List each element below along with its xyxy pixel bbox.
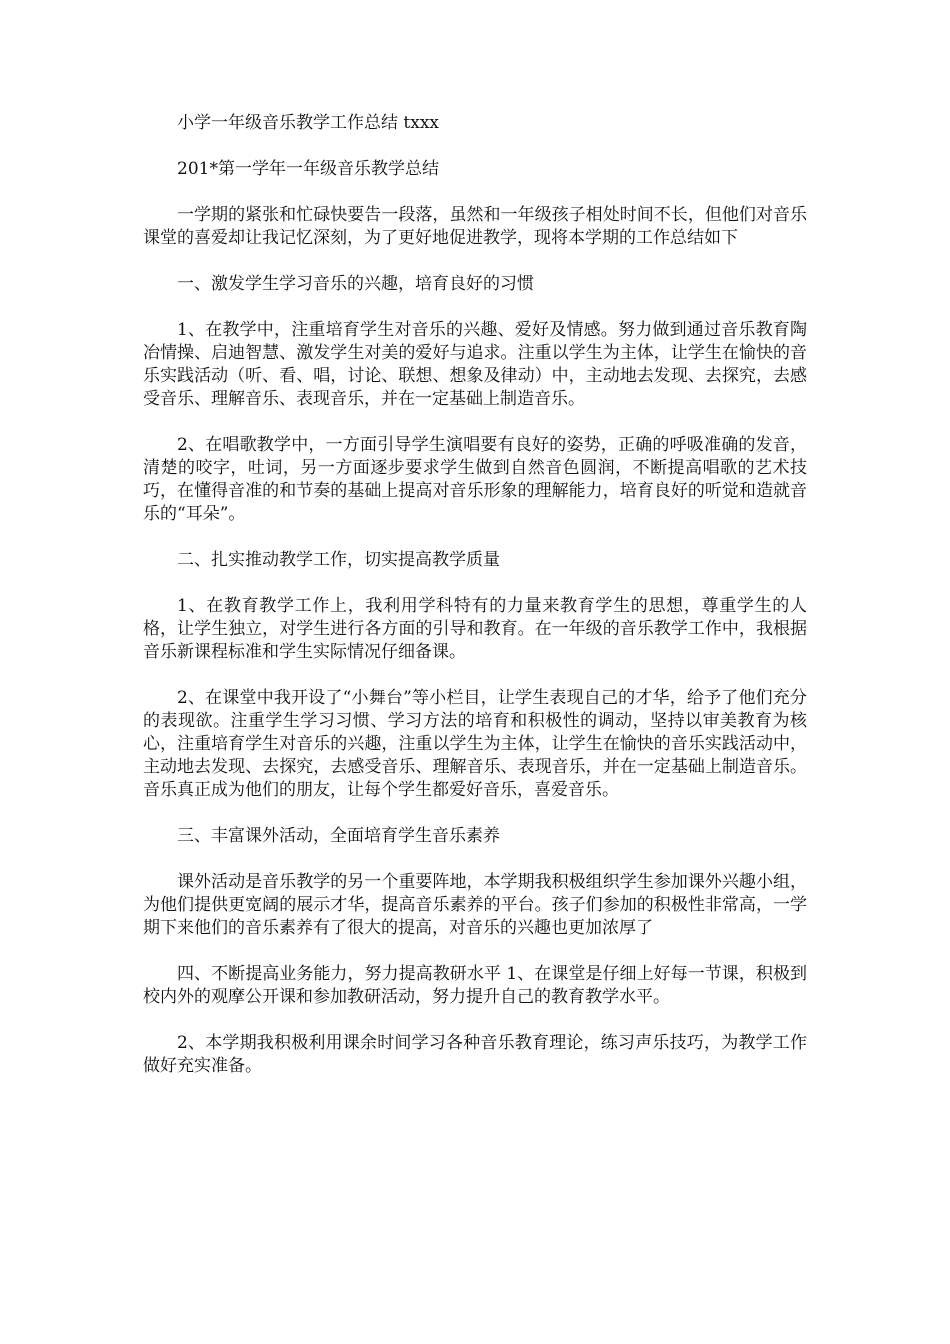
section-2-item-1: 1、在教育教学工作上，我利用学科特有的力量来教育学生的思想，尊重学生的人格，让学生独立，对学生进行各方面的引导和教育。在一年级的音乐教学工作中，我根据音乐新课程标准和学生实际情况仔细备课。	[143, 596, 807, 662]
section-3-paragraph: 课外活动是音乐教学的另一个重要阵地，本学期我积极组织学生参加课外兴趣小组，为他们提供更宽阔的展示才华，提高音乐素养的平台。孩子们参加的积极性非常高，一学期下来他们的音乐素养有了很大的提高，对音乐的兴趣也更加浓厚了	[143, 872, 807, 938]
document-title: 小学一年级音乐教学工作总结 txxx	[177, 113, 439, 133]
intro-paragraph: 一学期的紧张和忙碌快要告一段落，虽然和一年级孩子相处时间不长，但他们对音乐课堂的喜爱却让我记忆深刻，为了更好地促进教学，现将本学期的工作总结如下	[143, 205, 807, 248]
section-4-item-2: 2、本学期我积极利用课余时间学习各种音乐教育理论，练习声乐技巧，为教学工作做好充实准备。	[143, 1033, 807, 1076]
section-heading-1: 一、激发学生学习音乐的兴趣，培育良好的习惯	[177, 274, 534, 294]
section-4-heading-and-item-1: 四、不断提高业务能力，努力提高教研水平 1、在课堂是仔细上好每一节课，积极到校内外的观摩公开课和参加教研活动，努力提升自己的教育教学水平。	[143, 964, 807, 1007]
section-heading-2: 二、扎实推动教学工作，切实提高教学质量	[177, 550, 500, 570]
section-2-item-2: 2、在课堂中我开设了“小舞台”等小栏目，让学生表现自己的才华，给予了他们充分的表现欲。注重学生学习习惯、学习方法的培育和积极性的调动，坚持以审美教育为核心，注重培育学生对音乐的兴趣，注重以学生为主体，让学生在愉快的音乐实践活动中，主动地去发现、去探究，去感受音乐、理解音乐、表现音乐，并在一定基础上制造音乐。音乐真正成为他们的朋友，让每个学生都爱好音乐，喜爱音乐。	[143, 688, 807, 800]
section-1-item-2: 2、在唱歌教学中，一方面引导学生演唱要有良好的姿势，正确的呼吸准确的发音，清楚的咬字，吐词，另一方面逐步要求学生做到自然音色圆润，不断提高唱歌的艺术技巧，在懂得音准的和节奏的基础上提高对音乐形象的理解能力，培育良好的听觉和造就音乐的“耳朵”。	[143, 435, 807, 524]
document-page	[143, 112, 807, 1101]
section-1-item-1: 1、在教学中，注重培育学生对音乐的兴趣、爱好及情感。努力做到通过音乐教育陶冶情操、启迪智慧、激发学生对美的爱好与追求。注重以学生为主体，让学生在愉快的音乐实践活动（听、看、唱，讨论、联想、想象及律动）中，主动地去发现、去探究，去感受音乐、理解音乐、表现音乐，并在一定基础上制造音乐。	[143, 320, 807, 409]
document-subtitle: 201*第一学年一年级音乐教学总结	[177, 159, 439, 179]
section-heading-3: 三、丰富课外活动，全面培育学生音乐素养	[177, 826, 500, 846]
